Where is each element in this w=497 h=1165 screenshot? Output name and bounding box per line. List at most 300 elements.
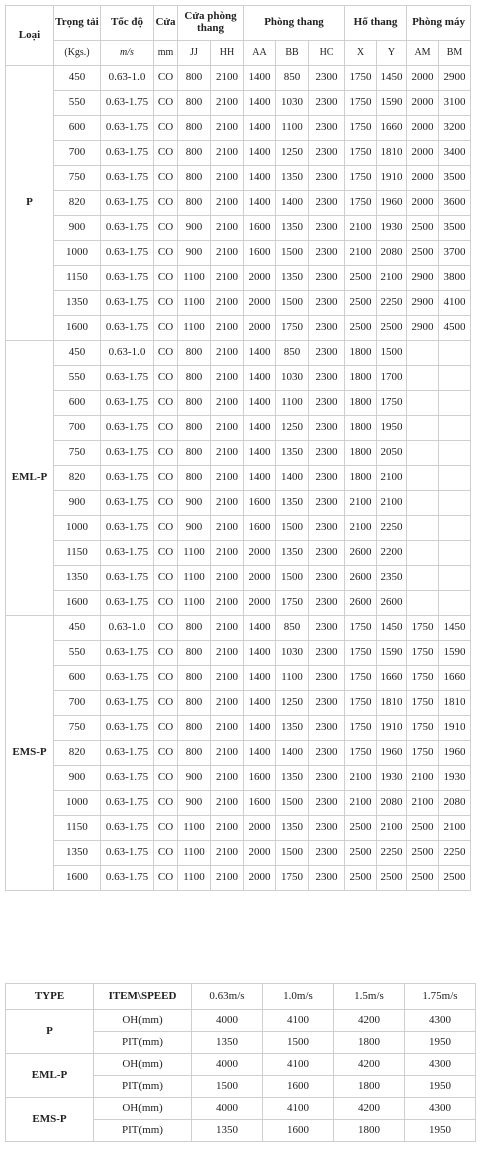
table-cell: 800 xyxy=(178,641,211,666)
table-cell: 1750 xyxy=(377,391,407,416)
table-cell: 2500 xyxy=(345,841,377,866)
table-cell: 800 xyxy=(178,666,211,691)
table-cell: 800 xyxy=(178,466,211,491)
table-cell: 2100 xyxy=(345,791,377,816)
table-cell: 1000 xyxy=(54,516,101,541)
table-cell: 2100 xyxy=(211,616,244,641)
table-cell: 1750 xyxy=(345,616,377,641)
table-cell: 2100 xyxy=(211,741,244,766)
unit-bb: BB xyxy=(276,41,309,66)
table-cell: 2000 xyxy=(244,541,276,566)
table-cell: CO xyxy=(154,391,178,416)
table-cell: 2300 xyxy=(309,716,345,741)
table-cell: 2100 xyxy=(211,691,244,716)
table-row xyxy=(6,566,471,591)
table-cell: CO xyxy=(154,841,178,866)
table-cell: 800 xyxy=(178,616,211,641)
table-cell: 2100 xyxy=(377,491,407,516)
table-cell: CO xyxy=(154,616,178,641)
table-cell: 2300 xyxy=(309,291,345,316)
table-cell: 1750 xyxy=(345,141,377,166)
table-cell: CO xyxy=(154,241,178,266)
table-cell: 3600 xyxy=(439,191,471,216)
table-cell: 2000 xyxy=(244,591,276,616)
table-row xyxy=(6,466,471,491)
spec-table-body xyxy=(6,66,471,891)
header-shaft: Hố thang xyxy=(345,6,407,41)
table-cell: 2000 xyxy=(244,316,276,341)
table-cell: CO xyxy=(154,716,178,741)
table-row xyxy=(6,641,471,666)
table-cell: 1350 xyxy=(192,1032,263,1054)
table-cell: CO xyxy=(154,816,178,841)
table-cell: 2000 xyxy=(244,566,276,591)
table-cell: 800 xyxy=(178,416,211,441)
table-cell: 1450 xyxy=(439,616,471,641)
table-cell: 0.63-1.75 xyxy=(101,191,154,216)
table-cell: 1750 xyxy=(407,666,439,691)
table-cell: 2100 xyxy=(211,191,244,216)
table-cell: 850 xyxy=(276,341,309,366)
table-cell: 4100 xyxy=(263,1054,334,1076)
table-cell: 1400 xyxy=(244,716,276,741)
table-cell: 4000 xyxy=(192,1098,263,1120)
table-cell: 4200 xyxy=(334,1098,405,1120)
table-cell: 4300 xyxy=(405,1010,476,1032)
table-cell: 1500 xyxy=(276,516,309,541)
speed-item-label: PIT(mm) xyxy=(94,1120,192,1142)
table-cell: 1500 xyxy=(377,341,407,366)
table-cell: CO xyxy=(154,291,178,316)
table-cell: 1100 xyxy=(178,541,211,566)
table-cell: 1500 xyxy=(192,1076,263,1098)
table-cell: 1810 xyxy=(377,691,407,716)
table-cell: 1950 xyxy=(377,416,407,441)
table-cell: 2100 xyxy=(377,816,407,841)
table-cell xyxy=(439,391,471,416)
table-cell: 2300 xyxy=(309,866,345,891)
table-cell: 800 xyxy=(178,66,211,91)
table-cell: 0.63-1.0 xyxy=(101,616,154,641)
table-cell: 1930 xyxy=(439,766,471,791)
table-row xyxy=(6,541,471,566)
table-cell: 850 xyxy=(276,616,309,641)
table-row xyxy=(6,166,471,191)
table-cell: 1100 xyxy=(178,591,211,616)
table-cell: 2100 xyxy=(345,766,377,791)
table-cell xyxy=(407,516,439,541)
table-row xyxy=(6,691,471,716)
table-cell: 1350 xyxy=(54,566,101,591)
table-cell: 1030 xyxy=(276,641,309,666)
table-cell: 2000 xyxy=(407,141,439,166)
table-cell: 1960 xyxy=(377,191,407,216)
table-cell: 2500 xyxy=(407,866,439,891)
table-cell: 900 xyxy=(178,516,211,541)
unit-hh: HH xyxy=(211,41,244,66)
table-cell: 2100 xyxy=(211,91,244,116)
table-cell: 3800 xyxy=(439,266,471,291)
table-cell: 2500 xyxy=(407,816,439,841)
table-cell: CO xyxy=(154,691,178,716)
table-cell: 1590 xyxy=(377,91,407,116)
table-cell: 1150 xyxy=(54,266,101,291)
speed-type-label: EML-P xyxy=(6,1054,94,1098)
table-cell: 820 xyxy=(54,191,101,216)
table-cell: 2300 xyxy=(309,191,345,216)
table-cell: 1400 xyxy=(244,391,276,416)
table-cell: 2300 xyxy=(309,366,345,391)
table-cell: 4300 xyxy=(405,1098,476,1120)
table-cell: 1030 xyxy=(276,91,309,116)
table-cell: 1350 xyxy=(54,841,101,866)
table-cell: 2300 xyxy=(309,616,345,641)
table-cell: 800 xyxy=(178,116,211,141)
table-cell: 2300 xyxy=(309,666,345,691)
table-cell: 800 xyxy=(178,691,211,716)
table-cell: 0.63-1.75 xyxy=(101,691,154,716)
table-cell: CO xyxy=(154,791,178,816)
table-cell: 2000 xyxy=(407,66,439,91)
table-cell: 2600 xyxy=(345,566,377,591)
table-cell: 450 xyxy=(54,66,101,91)
table-cell: 1750 xyxy=(345,691,377,716)
table-cell: 2900 xyxy=(439,66,471,91)
table-cell: 0.63-1.75 xyxy=(101,666,154,691)
table-cell: 2300 xyxy=(309,391,345,416)
table-cell: 1750 xyxy=(345,166,377,191)
table-cell: 900 xyxy=(178,216,211,241)
table-cell: 1250 xyxy=(276,141,309,166)
table-cell: 2000 xyxy=(407,116,439,141)
table-cell: 2300 xyxy=(309,841,345,866)
table-cell: 800 xyxy=(178,166,211,191)
header-load: Trọng tải xyxy=(54,6,101,41)
table-cell: 0.63-1.75 xyxy=(101,491,154,516)
table-cell: CO xyxy=(154,591,178,616)
table-cell: 750 xyxy=(54,716,101,741)
type-label: EML-P xyxy=(6,341,54,616)
table-cell: 1100 xyxy=(178,266,211,291)
unit-hc: HC xyxy=(309,41,345,66)
table-cell: 2300 xyxy=(309,91,345,116)
table-cell: 2000 xyxy=(244,866,276,891)
table-cell: 900 xyxy=(178,766,211,791)
table-cell: 2500 xyxy=(377,866,407,891)
table-cell: 1930 xyxy=(377,766,407,791)
type-label: EMS-P xyxy=(6,616,54,891)
speed-type-label: P xyxy=(6,1010,94,1054)
table-cell: 2300 xyxy=(309,766,345,791)
table-cell: 1750 xyxy=(345,741,377,766)
table-cell: 0.63-1.0 xyxy=(101,341,154,366)
table-cell: 1800 xyxy=(334,1076,405,1098)
table-cell: 2100 xyxy=(377,266,407,291)
unit-x: X xyxy=(345,41,377,66)
table-row xyxy=(6,316,471,341)
table-cell: 1800 xyxy=(334,1120,405,1142)
table-row xyxy=(6,616,471,641)
table-cell: 1600 xyxy=(244,766,276,791)
table-cell: 2250 xyxy=(439,841,471,866)
table-cell: 600 xyxy=(54,116,101,141)
table-cell: 1800 xyxy=(334,1032,405,1054)
table-cell: 550 xyxy=(54,641,101,666)
table-row xyxy=(6,716,471,741)
table-row xyxy=(6,816,471,841)
table-cell: 2300 xyxy=(309,691,345,716)
table-cell: 2000 xyxy=(244,266,276,291)
header-type: Loại xyxy=(6,6,54,66)
table-cell: 2300 xyxy=(309,816,345,841)
table-cell: 1100 xyxy=(178,841,211,866)
table-cell: 2050 xyxy=(377,441,407,466)
table-cell: 2100 xyxy=(345,491,377,516)
table-cell: 2600 xyxy=(345,541,377,566)
table-cell: 1400 xyxy=(244,691,276,716)
table-cell: 1750 xyxy=(345,641,377,666)
table-cell: 2100 xyxy=(345,241,377,266)
table-cell: CO xyxy=(154,91,178,116)
table-cell: 1800 xyxy=(345,466,377,491)
table-cell: 1600 xyxy=(54,316,101,341)
table-row xyxy=(6,1098,476,1120)
table-cell: 1750 xyxy=(276,316,309,341)
table-cell: CO xyxy=(154,866,178,891)
type-label: P xyxy=(6,66,54,341)
table-cell: 1400 xyxy=(244,616,276,641)
table-cell: 2100 xyxy=(211,566,244,591)
table-cell: CO xyxy=(154,491,178,516)
table-cell: 1750 xyxy=(345,116,377,141)
table-cell: 800 xyxy=(178,716,211,741)
table-cell: 1950 xyxy=(405,1076,476,1098)
table-cell: 2100 xyxy=(211,266,244,291)
table-cell: CO xyxy=(154,166,178,191)
table-cell: CO xyxy=(154,191,178,216)
table-cell: 1910 xyxy=(377,166,407,191)
speed-header-063: 0.63m/s xyxy=(192,984,263,1010)
header-car: Phòng thang xyxy=(244,6,345,41)
table-cell: 2600 xyxy=(377,591,407,616)
table-cell: 600 xyxy=(54,666,101,691)
table-cell: 1350 xyxy=(192,1120,263,1142)
table-cell: 2100 xyxy=(407,766,439,791)
table-row xyxy=(6,141,471,166)
table-cell: 1750 xyxy=(276,866,309,891)
table-cell: 1400 xyxy=(276,191,309,216)
table-cell: 1800 xyxy=(345,391,377,416)
table-cell xyxy=(407,541,439,566)
table-row xyxy=(6,591,471,616)
table-cell xyxy=(407,391,439,416)
table-cell: 2100 xyxy=(345,216,377,241)
table-cell: CO xyxy=(154,466,178,491)
table-cell: 1350 xyxy=(276,441,309,466)
table-cell: 1800 xyxy=(345,441,377,466)
unit-aa: AA xyxy=(244,41,276,66)
table-cell: 3100 xyxy=(439,91,471,116)
table-cell: 0.63-1.75 xyxy=(101,716,154,741)
table-cell: 2900 xyxy=(407,266,439,291)
table-cell: 2000 xyxy=(244,816,276,841)
table-cell: 0.63-1.75 xyxy=(101,866,154,891)
table-cell: 2300 xyxy=(309,441,345,466)
unit-am: AM xyxy=(407,41,439,66)
table-cell: 820 xyxy=(54,466,101,491)
table-cell: 0.63-1.75 xyxy=(101,316,154,341)
table-cell: 2300 xyxy=(309,116,345,141)
table-cell: 900 xyxy=(178,241,211,266)
table-cell: CO xyxy=(154,116,178,141)
table-cell: 1400 xyxy=(244,366,276,391)
table-cell: 1700 xyxy=(377,366,407,391)
table-cell: 0.63-1.75 xyxy=(101,766,154,791)
table-cell: 2300 xyxy=(309,141,345,166)
table-cell: 2300 xyxy=(309,166,345,191)
table-cell: 3400 xyxy=(439,141,471,166)
table-cell: 2500 xyxy=(345,866,377,891)
table-cell: 1030 xyxy=(276,366,309,391)
table-cell: 2900 xyxy=(407,316,439,341)
table-cell: 1000 xyxy=(54,791,101,816)
table-cell: 1400 xyxy=(276,741,309,766)
table-cell: 4100 xyxy=(263,1010,334,1032)
table-cell: 1500 xyxy=(276,566,309,591)
table-cell: 0.63-1.75 xyxy=(101,266,154,291)
table-cell: 1400 xyxy=(244,116,276,141)
table-cell: 1750 xyxy=(407,716,439,741)
table-cell: 2100 xyxy=(211,416,244,441)
table-cell: 0.63-1.75 xyxy=(101,291,154,316)
table-cell: 2100 xyxy=(211,591,244,616)
table-cell: CO xyxy=(154,641,178,666)
table-cell: 900 xyxy=(178,791,211,816)
table-cell: 550 xyxy=(54,366,101,391)
table-cell: 2300 xyxy=(309,341,345,366)
table-cell: 2300 xyxy=(309,566,345,591)
table-cell: CO xyxy=(154,741,178,766)
table-cell: 1250 xyxy=(276,691,309,716)
table-cell: 2300 xyxy=(309,216,345,241)
table-cell: 2100 xyxy=(211,716,244,741)
table-cell: 2100 xyxy=(211,841,244,866)
speed-item-label: PIT(mm) xyxy=(94,1076,192,1098)
table-cell: 2100 xyxy=(211,466,244,491)
table-cell: 2100 xyxy=(211,66,244,91)
table-cell: 900 xyxy=(178,491,211,516)
table-cell: 1500 xyxy=(276,291,309,316)
table-row xyxy=(6,441,471,466)
table-cell: 1150 xyxy=(54,816,101,841)
table-cell: 450 xyxy=(54,341,101,366)
table-cell: 1750 xyxy=(345,191,377,216)
table-cell xyxy=(407,366,439,391)
table-cell: 3500 xyxy=(439,166,471,191)
table-cell: 1660 xyxy=(377,666,407,691)
table-cell: 750 xyxy=(54,441,101,466)
table-row xyxy=(6,741,471,766)
table-cell: 0.63-1.75 xyxy=(101,466,154,491)
table-cell: 0.63-1.75 xyxy=(101,91,154,116)
table-cell xyxy=(439,341,471,366)
table-cell: 2100 xyxy=(211,791,244,816)
table-cell: 2100 xyxy=(345,516,377,541)
table-row xyxy=(6,416,471,441)
table-cell: CO xyxy=(154,516,178,541)
table-cell: 2080 xyxy=(439,791,471,816)
header-car-door: Cửa phòng thang xyxy=(178,6,244,41)
table-cell: 2100 xyxy=(211,366,244,391)
table-cell: CO xyxy=(154,141,178,166)
table-cell: 1350 xyxy=(54,291,101,316)
table-cell: 2100 xyxy=(211,516,244,541)
table-cell: 2300 xyxy=(309,591,345,616)
table-cell: 2100 xyxy=(211,866,244,891)
table-cell: 450 xyxy=(54,616,101,641)
table-cell: 2100 xyxy=(377,466,407,491)
speed-table xyxy=(5,983,476,1142)
table-cell: 0.63-1.75 xyxy=(101,541,154,566)
table-cell: 1750 xyxy=(345,66,377,91)
table-cell: 1600 xyxy=(54,591,101,616)
table-cell: 1750 xyxy=(345,666,377,691)
table-cell: 2100 xyxy=(211,216,244,241)
table-cell: 700 xyxy=(54,141,101,166)
table-cell: 2300 xyxy=(309,741,345,766)
table-cell: 2300 xyxy=(309,66,345,91)
table-cell: 1590 xyxy=(439,641,471,666)
table-cell: 1100 xyxy=(276,116,309,141)
table-cell: 2300 xyxy=(309,491,345,516)
table-cell: 800 xyxy=(178,741,211,766)
table-cell: CO xyxy=(154,366,178,391)
table-cell xyxy=(439,466,471,491)
table-cell: 2500 xyxy=(345,266,377,291)
table-cell: 2000 xyxy=(244,291,276,316)
table-cell: 1400 xyxy=(244,466,276,491)
table-cell xyxy=(439,516,471,541)
table-cell xyxy=(407,466,439,491)
table-cell: 820 xyxy=(54,741,101,766)
table-cell: CO xyxy=(154,541,178,566)
table-cell: 700 xyxy=(54,416,101,441)
table-cell: 600 xyxy=(54,391,101,416)
table-row xyxy=(6,791,471,816)
table-cell: 2300 xyxy=(309,791,345,816)
table-cell: 0.63-1.75 xyxy=(101,791,154,816)
table-cell: 2000 xyxy=(407,91,439,116)
table-cell: 2100 xyxy=(407,791,439,816)
table-cell: 2500 xyxy=(439,866,471,891)
table-cell: 800 xyxy=(178,366,211,391)
table-cell: 2300 xyxy=(309,516,345,541)
table-cell: 900 xyxy=(54,766,101,791)
table-cell: 2100 xyxy=(211,441,244,466)
table-cell: 2500 xyxy=(345,316,377,341)
table-cell xyxy=(407,491,439,516)
table-cell: CO xyxy=(154,766,178,791)
table-cell: 1500 xyxy=(276,791,309,816)
table-cell: 2250 xyxy=(377,841,407,866)
table-cell: 1400 xyxy=(244,441,276,466)
table-cell: 1350 xyxy=(276,266,309,291)
table-cell: 1600 xyxy=(244,516,276,541)
table-cell: CO xyxy=(154,266,178,291)
table-row xyxy=(6,1054,476,1076)
table-cell: 1400 xyxy=(244,341,276,366)
table-row xyxy=(6,241,471,266)
